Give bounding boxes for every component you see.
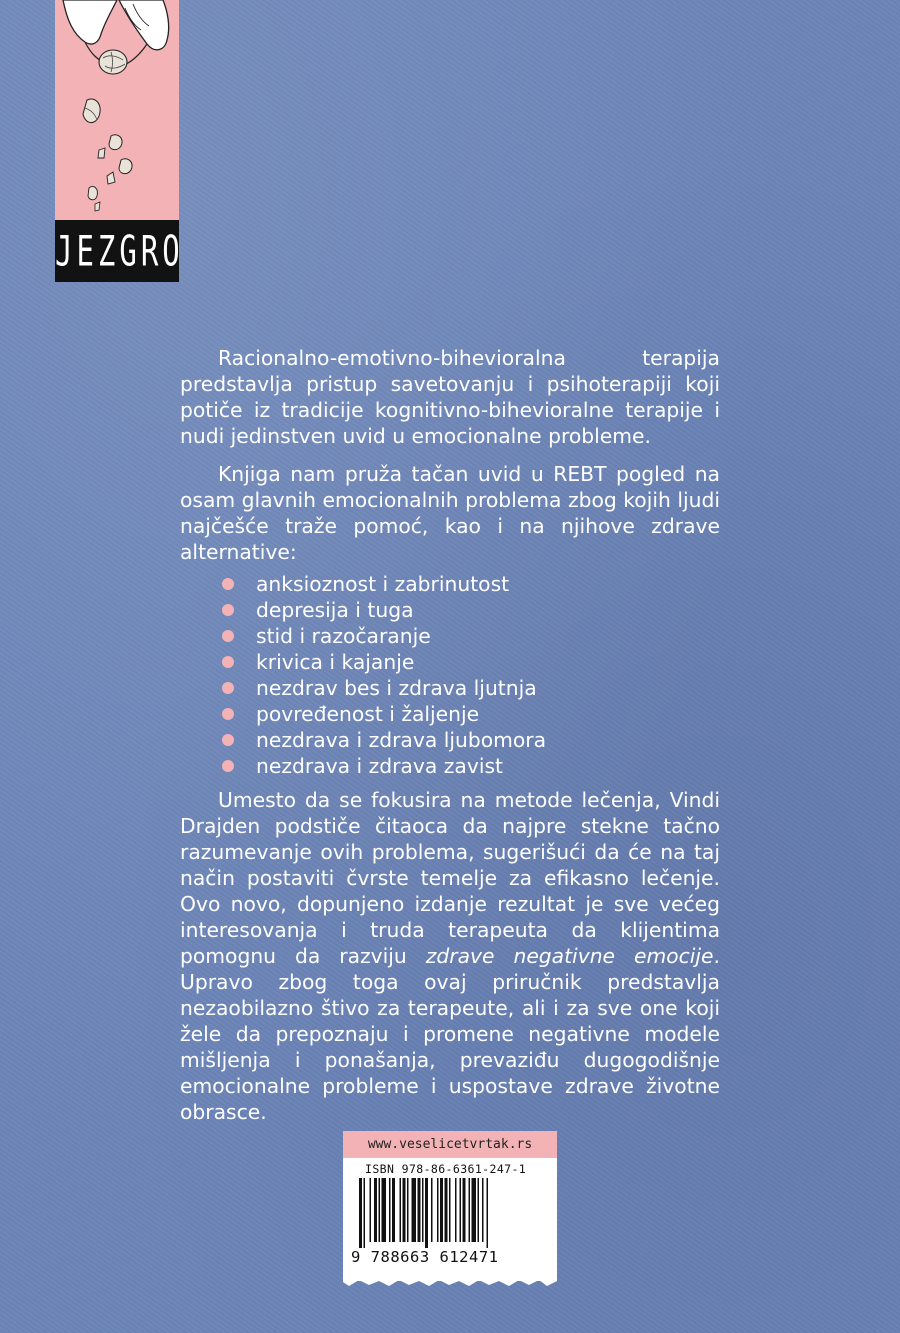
barcode-bar [482,1178,484,1242]
list-item: anksioznost i zabrinutost [222,571,720,597]
emphasis-text: zdrave negativne emocije [425,944,714,968]
barcode-bar [359,1178,362,1248]
barcode-bar [400,1178,402,1242]
series-emblem [55,0,184,282]
barcode-card [343,1158,557,1281]
problem-list [180,571,720,779]
bullet-icon [222,604,234,616]
barcode-bar [418,1178,421,1242]
series-label: JEZGRO [55,220,179,282]
paragraph-description: Umesto da se fokusira na metode lečenja, Vindi Drajden podstiče čitaoca da najpre stekne tačno razumevanje ovih problema, sugerišući da će na taj način postaviti čvrste temelje za efikasno lečenje. Ovo novo, dopunjeno izdanje rezultat je sve većeg interesovanja i truda terapeuta da klijentima pomognu da razviju zdrave negativne emocije. Upravo zbog toga ovaj priručnik predstavlja nezaobilazno štivo za terapeute, ali i za sve one koji žele da prepoznaju i promene negativne modele mišljenja i ponašanja, prevaziđu dugogodišnje emocionalne probleme i uspostave zdrave životne obrasce. [180,788,720,1124]
list-item: nezdrava i zdrava ljubomora [222,727,720,753]
barcode-bar [364,1178,366,1248]
barcode-bar [487,1178,489,1248]
bullet-icon [222,656,234,668]
barcode-bar [403,1178,406,1242]
barcode-bar [440,1178,443,1242]
barcode-bar [412,1178,417,1242]
barcode-bar [463,1178,466,1242]
barcode-bar [370,1178,372,1242]
barcode-bar [407,1178,409,1242]
barcode-bar [382,1178,387,1242]
bullet-icon [222,760,234,772]
hand-crumbling-kernel-icon [55,0,179,220]
list-item: nezdrav bes i zdrava ljutnja [222,675,720,701]
publisher-url[interactable]: www.veselicetvrtak.rs [343,1131,557,1158]
barcode-bar [389,1178,391,1242]
paragraph-intro: Racionalno-emotivno-bihevioralna terapija predstavlja pristup savetovanju i psihoterapiji koji potiče iz tradicije kognitivno-bihevioralne terapije i nudi jedinstven uvid u emocionalne probleme. [180,346,720,448]
barcode-bar [472,1178,477,1242]
list-item: depresija i tuga [222,597,720,623]
bullet-icon [222,578,234,590]
list-item: nezdrava i zdrava zavist [222,753,720,779]
bullet-icon [222,734,234,746]
barcode-bar [437,1178,439,1242]
bullet-icon [222,630,234,642]
torn-edge [343,1277,557,1287]
bullet-icon [222,682,234,694]
barcode-bar [460,1178,462,1242]
barcode-bar [379,1178,381,1242]
list-item: krivica i kajanje [222,649,720,675]
list-item: povređenost i žaljenje [222,701,720,727]
isbn-text: ISBN 978-86-6361-247-1 [365,1162,527,1176]
barcode-bar [425,1178,428,1248]
barcode-digits: 9 788663 612471 [351,1248,499,1266]
list-item: stid i razočaranje [222,623,720,649]
barcode-bar [445,1178,448,1242]
barcode-bar [392,1178,395,1242]
paragraph-overview: Knjiga nam pruža tačan uvid u REBT pogled na osam glavnih emocionalnih problema zbog kojih ljudi najčešće traže pomoć, kao i na njihove zdrave alternative: [180,462,720,564]
emblem-illustration [55,0,179,220]
barcode-bar [449,1178,451,1242]
barcode-bar [374,1178,377,1242]
barcode-bar [455,1178,457,1242]
barcode-icon [359,1178,541,1248]
bullet-icon [222,708,234,720]
barcode-block [343,1131,557,1281]
barcode-bar [469,1178,471,1242]
barcode-bar [422,1178,424,1242]
back-cover-text [180,345,720,1137]
barcode-bar [431,1178,433,1242]
barcode-bar [478,1178,480,1242]
